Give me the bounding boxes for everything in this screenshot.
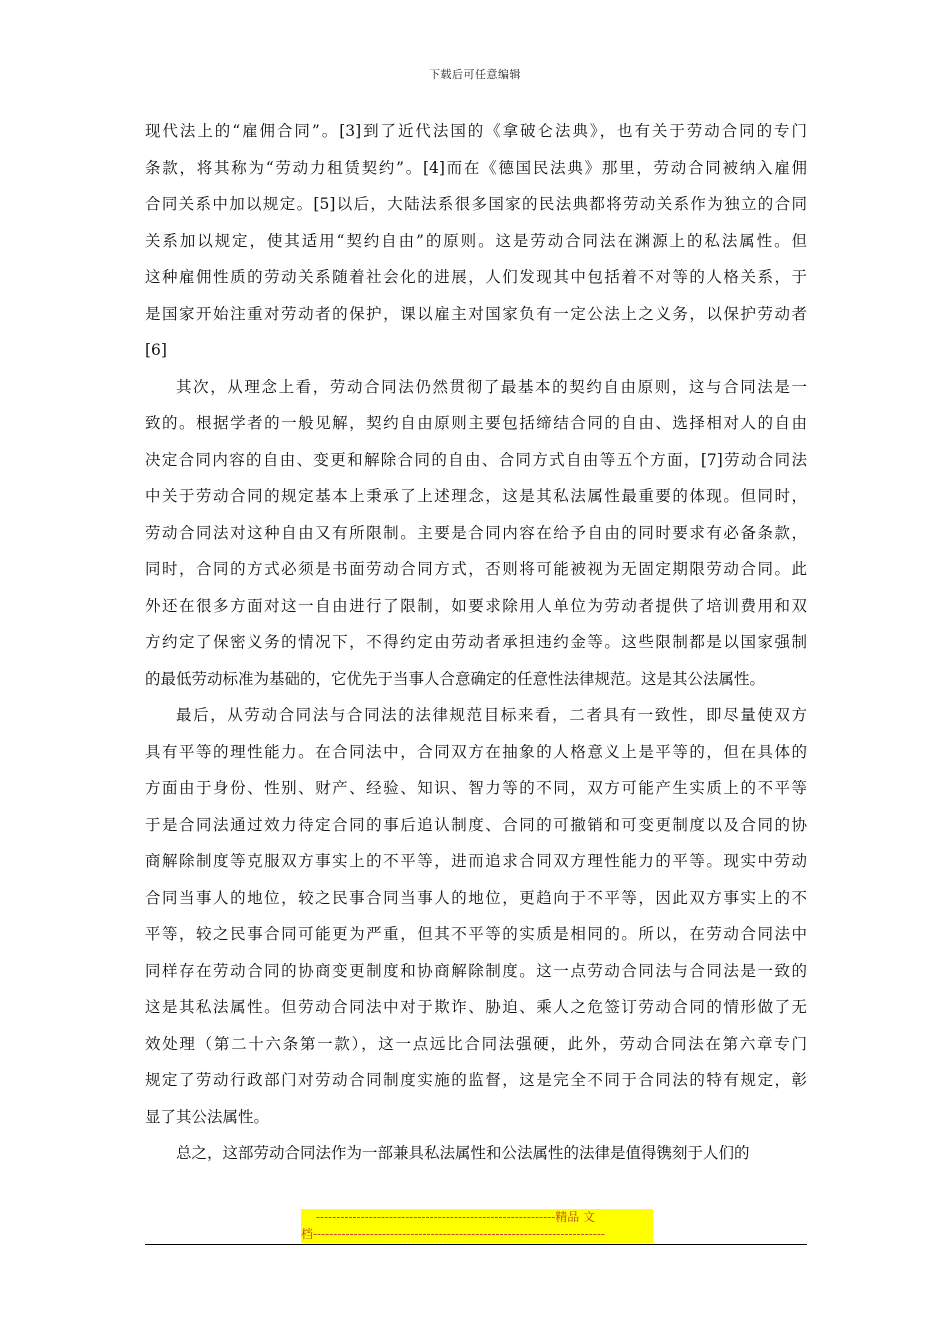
paragraph-line: 最后，从劳动合同法与合同法的法律规范目标来看，二者具有一致性，即尽量使双方 [176,706,807,724]
paragraph-line: 关系加以规定，使其适用“契约自由”的原则。这是劳动合同法在渊源上的私法属性。但 [145,231,807,250]
paragraph-line: 具有平等的理性能力。在合同法中，合同双方在抽象的人格意义上是平等的，但在具体的 [145,742,807,761]
paragraph-line: 效处理（第二十六条第一款），这一点远比合同法强硬，此外，劳动合同法在第六章专门 [145,1034,807,1053]
paragraph-line: 是国家开始注重对劳动者的保护，课以雇主对国家负有一定公法上之义务，以保护劳动者 [145,304,807,323]
paragraph-line: 商解除制度等克服双方事实上的不平等，进而追求合同双方理性能力的平等。现实中劳动 [145,852,807,870]
paragraph-line: 致的。根据学者的一般见解，契约自由原则主要包括缔结合同的自由、选择相对人的自由 [145,414,807,432]
paragraph-line: 规定了劳动行政部门对劳动合同制度实施的监督，这是完全不同于合同法的特有规定，彰 [145,1071,807,1089]
paragraph-line: 显了其公法属性。 [145,1107,270,1126]
paragraph-line: 其次，从理念上看，劳动合同法仍然贯彻了最基本的契约自由原则，这与合同法是一 [176,377,807,396]
paragraph-line: 这是其私法属性。但劳动合同法中对于欺诈、胁迫、乘人之危签订劳动合同的情形做了无 [145,998,807,1016]
footer-line-2: 档------------------------------------------------------------------------ [301,1226,653,1243]
paragraph [145,697,807,1135]
footer-rule [145,1244,807,1245]
paragraph-line: 平等，较之民事合同可能更为严重，但其不平等的实质是相同的。所以，在劳动合同法中 [145,925,807,943]
paragraph-line: 同样存在劳动合同的协商变更制度和协商解除制度。这一点劳动合同法与合同法是一致的 [145,961,807,980]
paragraph-line: 的最低劳动标准为基础的，它优先于当事人合意确定的任意性法律规范。这是其公法属性。 [145,669,766,688]
paragraph-line: 现代法上的“雇佣合同”。[3]到了近代法国的《拿破仑法典》，也有关于劳动合同的专门 [145,122,807,140]
paragraph-line: 于是合同法通过效力待定合同的事后追认制度、合同的可撤销和可变更制度以及合同的协 [145,815,807,834]
paragraph [145,113,807,369]
paragraph-line: 这种雇佣性质的劳动关系随着社会化的进展，人们发现其中包括着不对等的人格关系，于 [145,268,807,286]
paragraph-line: 条款，将其称为“劳动力租赁契约”。[4]而在《德国民法典》那里，劳动合同被纳入雇佣 [145,158,807,177]
paragraph-line: 合同当事人的地位，较之民事合同当事人的地位，更趋向于不平等，因此双方事实上的不 [145,888,807,907]
paragraph-line: 劳动合同法对这种自由又有所限制。主要是合同内容在给予自由的同时要求有必备条款， [145,523,807,542]
paragraph-line: 中关于劳动合同的规定基本上秉承了上述理念，这是其私法属性最重要的体现。但同时， [145,487,807,505]
paragraph-line: 方约定了保密义务的情况下，不得约定由劳动者承担违约金等。这些限制都是以国家强制 [145,633,807,651]
footer-line-1: -----------------------------------------------------------精品 文 [301,1209,653,1226]
paragraph [145,369,807,698]
paragraph-line: 总之，这部劳动合同法作为一部兼具私法属性和公法属性的法律是值得镌刻于人们的 [176,1144,750,1162]
paragraph-line: 合同关系中加以规定。[5]以后，大陆法系很多国家的民法典都将劳动关系作为独立的合同 [145,195,807,213]
page-header: 下载后可任意编辑 [429,68,521,81]
footer-watermark [301,1209,653,1243]
paragraph [145,1135,807,1172]
paragraph-line: 决定合同内容的自由、变更和解除合同的自由、合同方式自由等五个方面，[7]劳动合同法 [145,450,807,469]
paragraph-line: 同时，合同的方式必须是书面劳动合同方式，否则将可能被视为无固定期限劳动合同。此 [145,560,807,578]
paragraph-line: 外还在很多方面对这一自由进行了限制，如要求除用人单位为劳动者提供了培训费用和双 [145,596,807,615]
paragraph-line: [6] [145,341,167,359]
paragraph-line: 方面由于身份、性别、财产、经验、知识、智力等的不同，双方可能产生实质上的不平等 [145,779,807,797]
document-body [145,113,807,1172]
